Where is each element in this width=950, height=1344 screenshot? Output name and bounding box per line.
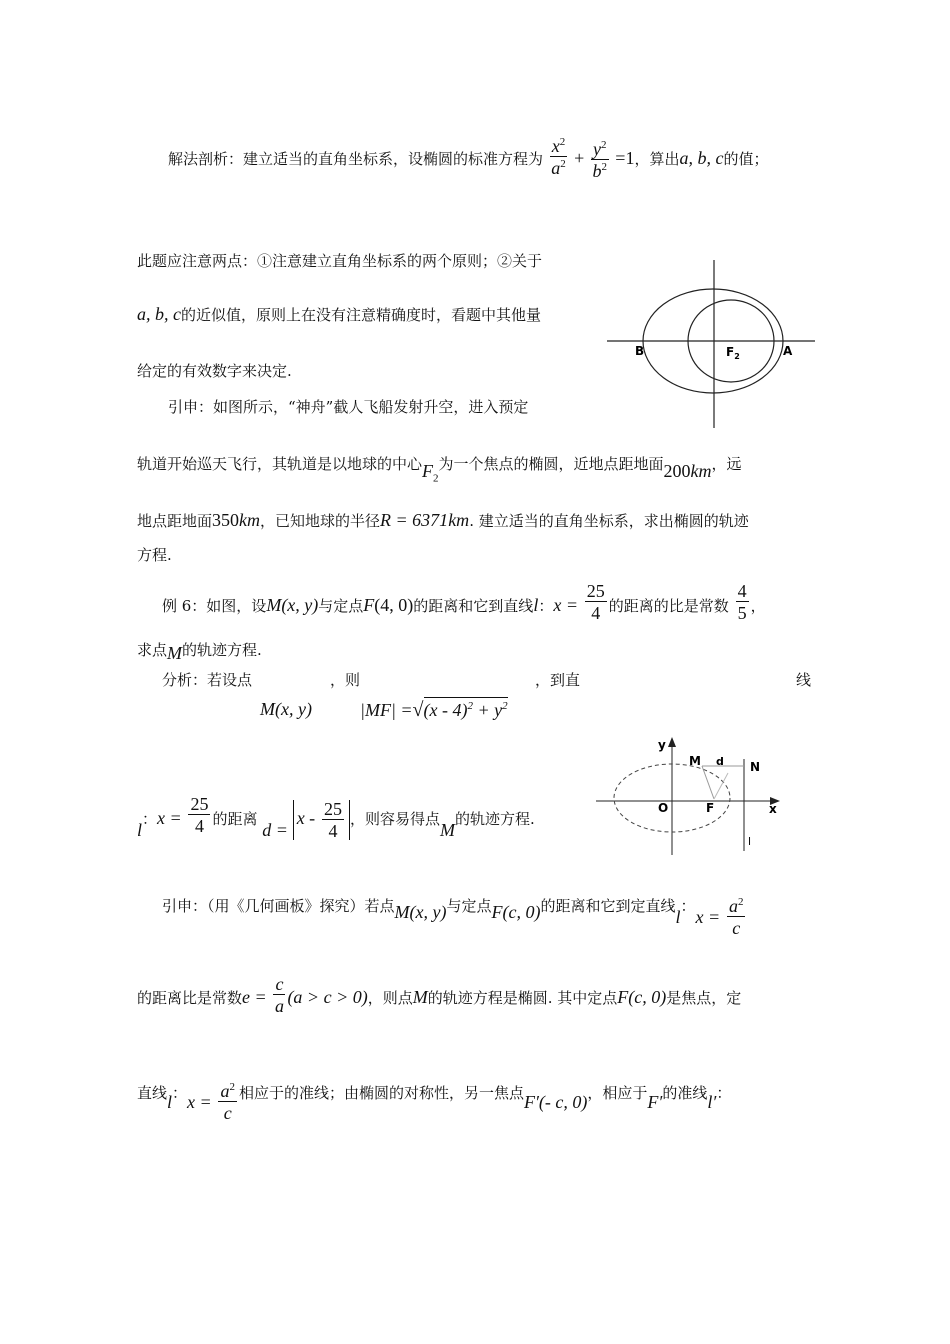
ellipse-directrix-figure	[592, 733, 787, 858]
ext1-line-4: 方程.	[137, 546, 172, 564]
axis-x-label: x	[769, 802, 777, 816]
point-f2-label: $F_2$	[726, 345, 740, 361]
example-6-line-2: 求点M的轨迹方程.	[137, 641, 262, 663]
para-analysis: 解法剖析：建立适当的直角坐标系，设椭圆的标准方程为 $\frac{x^2}{a^2}$ + $\frac{y^2}{b^2}$ =1，算出a, b, c的值；	[168, 136, 769, 181]
note-line-3: 给定的有效数字来决定.	[137, 362, 292, 380]
distance-d-label: d	[716, 755, 724, 768]
fraction-4-5: $\frac{4}{5}$	[737, 581, 747, 623]
directrix-l-label: l	[748, 835, 752, 848]
focus-f-label: F	[706, 801, 715, 815]
ext1-line-3: 地点距地面350km，已知地球的半径R = 6371km. 建立适当的直角坐标系，求出椭圆的轨迹	[137, 510, 749, 530]
orbit-figure	[605, 258, 820, 430]
note-line-1: 此题应注意两点：①注意建立直角坐标系的两个原则；②关于	[137, 252, 543, 270]
note-line-2: a, b, c的近似值，原则上在没有注意精确度时，看题中其他量	[137, 304, 542, 324]
example-6-line-1: 例 6：如图，设M(x, y)与定点F(4, 0)的距离和它到直线l：x = $\frac{25}{4}$ 的距离的比是常数 $\frac{4}{5}$ ，	[162, 581, 766, 623]
ext1-line-2: 轨道开始巡天飞行，其轨道是以地球的中心$F_2$为一个焦点的椭圆，近地点距地面200km，远	[137, 455, 742, 485]
point-b-label: B	[635, 344, 645, 358]
fraction-y2-b2: $\frac{y^2}{b^2}$	[592, 139, 608, 181]
axis-y-label: y	[658, 738, 666, 752]
analysis-b: ，则	[330, 671, 361, 689]
ext2-line-2: 的距离比是常数e = $\frac{c}{a}$ (a > c > 0)，则点M的轨迹方程是椭圆. 其中定点F(c, 0)是焦点，定	[137, 974, 742, 1016]
analysis-mf-formula: $|MF| =√(x - 4)^2 + y^2$	[360, 699, 508, 721]
point-m-label: M	[689, 754, 701, 768]
ext2-line-3: 直线l：x = $\frac{a^2}{c}$ 相应于的准线；由椭圆的对称性，另一焦点F′(- c, 0)，相应于F′的准线l′：	[137, 1081, 732, 1123]
fraction-x2-a2: $\frac{x^2}{a^2}$	[551, 136, 566, 178]
analysis-line-2: l：x = $\frac{25}{4}$ 的距离 d = x - $\frac{25}{4}$ ，则容易得点M的轨迹方程.	[137, 794, 535, 841]
point-a-label: A	[783, 344, 793, 358]
analysis-lead: 解法剖析：建立适当的直角坐标系，设椭圆的标准方程为	[168, 150, 544, 168]
analysis-d: 线	[796, 671, 812, 689]
ext2-line-1: 引申：（用《几何画板》探究）若点M(x, y)与定点F(c, 0)的距离和它到定直线l：x = $\frac{a^2}{c}$	[162, 896, 744, 938]
analysis-c: ，到直	[535, 671, 581, 689]
ext1-line-1: 引申：如图所示，“神舟”截人飞船发射升空，进入预定	[168, 398, 529, 416]
fraction-25-4: $\frac{25}{4}$	[586, 581, 605, 623]
analysis-a: 分析：若设点	[162, 671, 253, 689]
analysis-point-m: M(x, y)	[260, 699, 312, 719]
origin-o-label: O	[658, 801, 669, 815]
point-n-label: N	[750, 760, 761, 774]
